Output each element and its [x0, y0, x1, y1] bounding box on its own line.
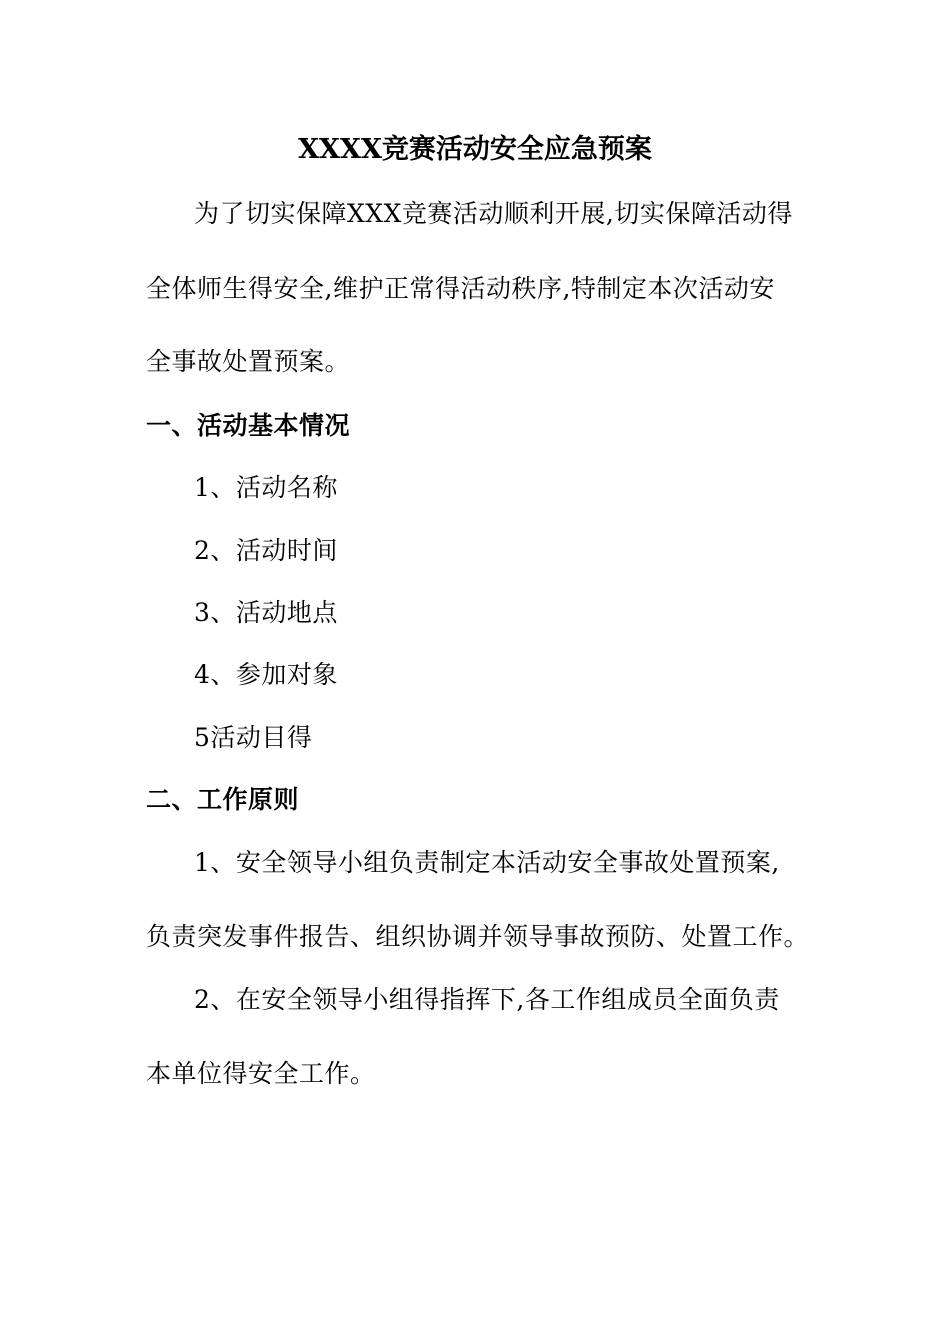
document-title: XXXX竞赛活动安全应急预案 [298, 134, 652, 165]
section-2-heading: 二、工作原则 [146, 785, 300, 814]
section-1-item: 2、活动时间 [194, 536, 338, 565]
section-2-paragraph-1-line-1: 1、安全领导小组负责制定本活动安全事故处置预案, [194, 848, 780, 877]
section-1-item: 5活动目得 [194, 723, 313, 752]
section-2-paragraph-2-line-1: 2、在安全领导小组得指挥下,各工作组成员全面负责 [194, 985, 780, 1014]
section-1-item: 1、活动名称 [194, 473, 338, 502]
intro-line-3: 全事故处置预案。 [146, 347, 351, 376]
section-2-paragraph-2-line-2: 本单位得安全工作。 [146, 1059, 376, 1088]
intro-line-1: 为了切实保障XXX竞赛活动顺利开展,切实保障活动得 [194, 199, 793, 228]
section-1-heading: 一、活动基本情况 [146, 411, 351, 440]
section-1-item: 3、活动地点 [194, 598, 338, 627]
section-2-paragraph-1-line-2: 负责突发事件报告、组织协调并领导事故预防、处置工作。 [146, 922, 810, 951]
section-1-item: 4、参加对象 [194, 660, 338, 689]
intro-line-2: 全体师生得安全,维护正常得活动秩序,特制定本次活动安 [146, 274, 775, 303]
